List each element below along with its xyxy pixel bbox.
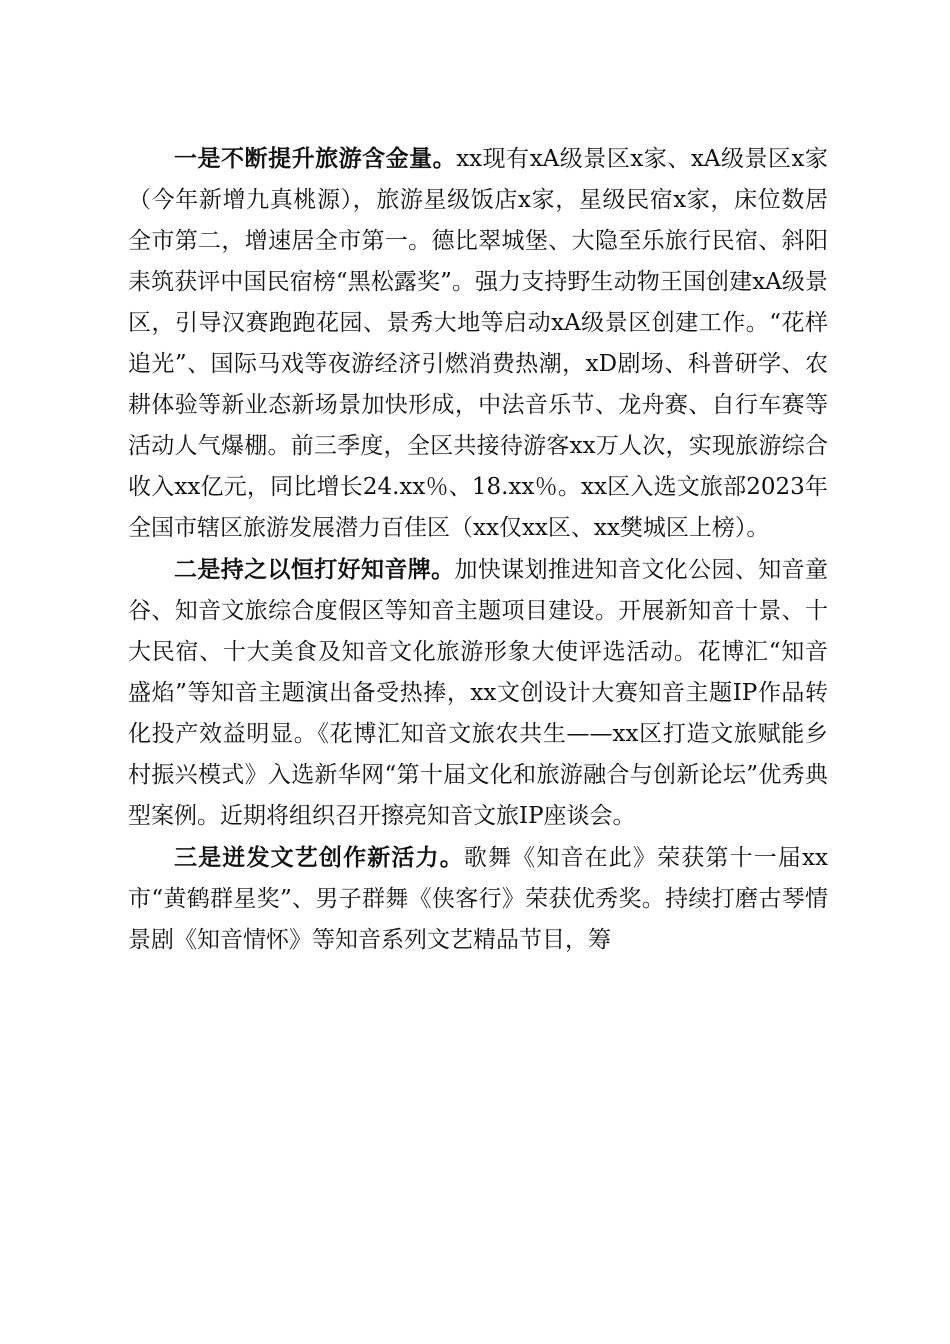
paragraph-lead: 一是不断提升旅游含金量。	[174, 145, 457, 172]
paragraph-arts-creation	[128, 837, 828, 961]
paragraph-lead: 二是持之以恒打好知音牌。	[174, 556, 455, 583]
paragraph-tourism	[128, 138, 828, 549]
body-text	[128, 138, 828, 961]
paragraph-body: 加快谋划推进知音文化公园、知音童谷、知音文旅综合度假区等知音主题项目建设。开展新知音十景、十大民宿、十大美食及知音文化旅游形象大使评选活动。花博汇“知音盛焰”等知音主题演出备受热捧，xx文创设计大赛知音主题IP作品转化投产效益明显。《花博汇知音文旅农共生——xx区打造文旅赋能乡村振兴模式》入选新华网“第十届文化和旅游融合与创新论坛”优秀典型案例。近期将组织召开擦亮知音文旅IP座谈会。	[128, 557, 829, 829]
paragraph-zhiyin-brand	[128, 549, 828, 837]
paragraph-body: 歌舞《知音在此》荣获第十一届xx市“黄鹤群星奖”、男子群舞《侠客行》荣获优秀奖。持续打磨古琴情景剧《知音情怀》等知音系列文艺精品节目，筹	[128, 845, 828, 953]
paragraph-lead: 三是迸发文艺创作新活力。	[174, 844, 464, 871]
paragraph-body: xx现有xA级景区x家、xA级景区x家（今年新增九真桃源），旅游星级饭店x家，星级民宿x家，床位数居全市第二，增速居全市第一。德比翠城堡、大隐至乐旅行民宿、斜阳耒筑获评中国民宿榜“黑松露奖”。强力支持野生动物王国创建xA级景区，引导汉赛跑跑花园、景秀大地等启动xA级景区创建工作。“花样追光”、国际马戏等夜游经济引燃消费热潮，xD剧场、科普研学、农耕体验等新业态新场景加快形成，中法音乐节、龙舟赛、自行车赛等活动人气爆棚。前三季度，全区共接待游客xx万人次，实现旅游综合收入xx亿元，同比增长24.xx％、18.xx％。xx区入选文旅部2023年全国市辖区旅游发展潜力百佳区（xx仅xx区、xx樊城区上榜）。	[128, 146, 829, 541]
